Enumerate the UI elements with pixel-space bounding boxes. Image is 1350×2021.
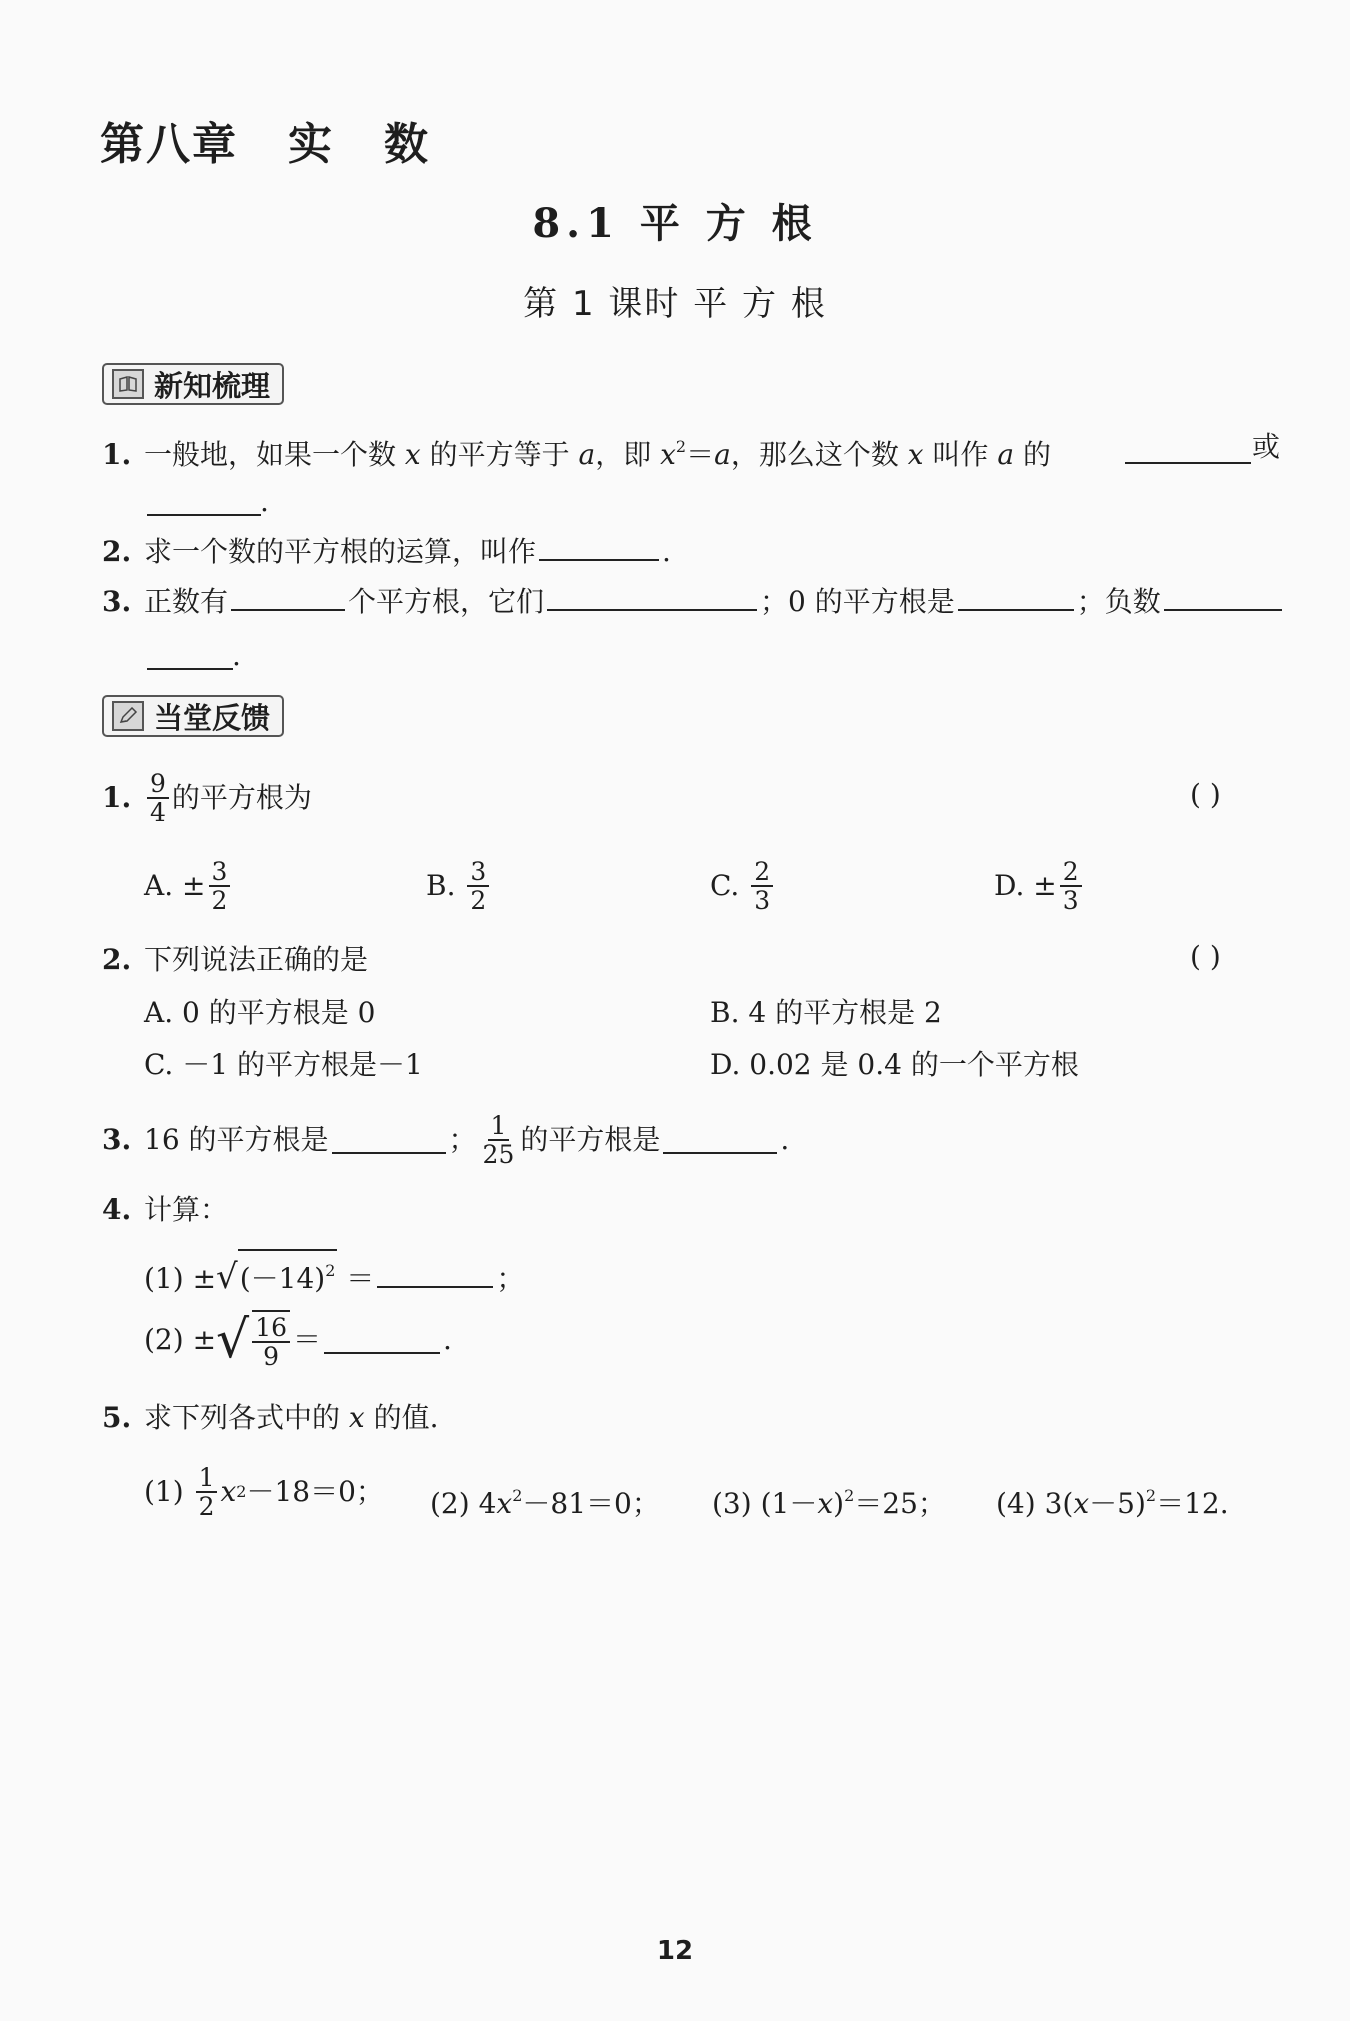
chapter-number: 第八章	[100, 119, 238, 170]
text: 计算：	[144, 1193, 229, 1226]
text: 的值.	[364, 1401, 439, 1434]
q-number: 2.	[102, 943, 132, 976]
option-d[interactable]	[994, 858, 1085, 914]
sign: ±	[192, 1262, 217, 1295]
var-a: a	[578, 438, 596, 471]
option-a[interactable]	[144, 858, 233, 914]
text: ，即	[595, 438, 661, 471]
part-label: (1)	[144, 1475, 184, 1508]
option-label: A.	[144, 869, 174, 902]
answer-blank[interactable]	[1164, 583, 1282, 611]
q-number: 5.	[102, 1401, 132, 1434]
var-x: x	[817, 1487, 834, 1520]
answer-blank[interactable]	[377, 1260, 493, 1288]
q-number: 4.	[102, 1193, 132, 1226]
denominator: 9	[263, 1342, 280, 1371]
chapter-word-2: 数	[384, 119, 430, 170]
var-x: x	[404, 438, 421, 471]
chapter-title	[100, 108, 430, 172]
text: .	[260, 485, 269, 518]
text: ＝25；	[854, 1487, 946, 1520]
text: (1－	[760, 1487, 818, 1520]
fraction	[252, 1310, 290, 1370]
numerator: 3	[209, 858, 231, 887]
text: 或	[1252, 430, 1281, 463]
numerator: 2	[751, 858, 773, 887]
feedback-q5-part4: (4) $3(x-5)^2=12$.	[996, 1486, 1229, 1520]
fraction	[751, 858, 773, 914]
answer-blank[interactable]	[231, 583, 345, 611]
text: ；负数	[1076, 585, 1161, 618]
text: 叫作	[923, 438, 998, 471]
text: 的	[1014, 438, 1051, 471]
text: 的平方根为	[171, 781, 312, 814]
book-icon	[112, 369, 144, 399]
sign: ±	[192, 1323, 217, 1356]
answer-paren[interactable]: ( )	[1190, 940, 1221, 973]
pencil-icon	[112, 701, 144, 731]
answer-blank[interactable]	[663, 1126, 777, 1154]
text: －5)	[1089, 1487, 1146, 1520]
part-label: (4)	[996, 1487, 1036, 1520]
text: .	[443, 1323, 452, 1356]
option-label: D.	[994, 869, 1025, 902]
denominator: 2	[211, 886, 228, 915]
numerator: 3	[467, 858, 489, 887]
var-x: x	[907, 438, 924, 471]
text: ，那么这个数	[730, 438, 908, 471]
option-b[interactable]	[426, 858, 492, 914]
sign: ±	[1033, 869, 1057, 902]
text: ；	[448, 1123, 477, 1156]
fraction	[1060, 858, 1082, 914]
text: ＝	[293, 1323, 322, 1356]
feedback-q5-part3: (3) $(1-x)^2=25$；	[712, 1486, 946, 1520]
option-a[interactable]: A. 0 的平方根是 0	[144, 996, 376, 1029]
answer-blank[interactable]	[1125, 436, 1251, 464]
section-title: 8.1 平 方 根	[532, 200, 818, 247]
q-number: 2.	[102, 535, 132, 568]
text: .	[232, 639, 241, 672]
denominator: 3	[1062, 886, 1079, 915]
chapter-word-1: 实	[288, 119, 334, 170]
fraction	[467, 858, 489, 914]
denominator: 2	[198, 1492, 215, 1521]
option-c[interactable]	[710, 858, 776, 914]
feedback-q4-part2	[144, 1310, 452, 1370]
text: .	[780, 1123, 790, 1156]
option-label: C.	[710, 869, 740, 902]
option-c[interactable]: C. －1 的平方根是－1	[144, 1048, 423, 1081]
answer-blank[interactable]	[332, 1126, 446, 1154]
fraction	[480, 1112, 518, 1168]
numerator: 9	[147, 770, 169, 799]
denominator: 4	[150, 798, 166, 827]
text: ＝	[686, 438, 715, 471]
q-number: 1.	[102, 781, 132, 814]
text: 一般地，如果一个数	[144, 438, 405, 471]
feedback-q4-part1	[144, 1249, 524, 1299]
sign: ±	[182, 869, 206, 902]
feedback-q5-part2: (2) $4x^2-81=0$；	[430, 1486, 660, 1520]
var-x: x	[348, 1401, 365, 1434]
q-number: 3.	[102, 1123, 132, 1156]
text: －18＝0；	[246, 1475, 384, 1508]
feedback-tag-label: 当堂反馈	[154, 700, 271, 735]
var-x: x	[220, 1475, 237, 1508]
feedback-q4	[102, 1190, 228, 1230]
answer-blank[interactable]	[958, 583, 1074, 611]
numerator: 2	[1060, 858, 1082, 887]
page-number: 12	[656, 1936, 694, 1966]
fraction	[209, 858, 231, 914]
var-x: x	[660, 438, 676, 471]
numerator: 16	[252, 1314, 290, 1343]
part-label: (1)	[144, 1262, 184, 1295]
text: (－14)	[239, 1262, 326, 1295]
var-x: x	[496, 1487, 513, 1520]
text: ；0 的平方根是	[760, 585, 955, 618]
review-q1: 1. 一般地，如果一个数 x 的平方等于 a，即 $x^2=a$，那么这个数 x 叫作 a 的	[102, 427, 1051, 475]
text: 4	[478, 1487, 497, 1520]
answer-blank[interactable]	[539, 533, 659, 561]
q-number: 1.	[102, 438, 132, 471]
text: 16 的平方根是	[144, 1123, 329, 1156]
answer-blank[interactable]	[147, 642, 233, 670]
answer-blank[interactable]	[324, 1326, 440, 1354]
option-b[interactable]: B. 4 的平方根是 2	[710, 996, 942, 1029]
denominator: 2	[470, 886, 487, 915]
text: 3(	[1044, 1487, 1074, 1520]
denominator: 3	[754, 886, 771, 915]
part-label: (3)	[712, 1487, 752, 1520]
text: ＝12.	[1156, 1487, 1229, 1520]
text: －81＝0；	[522, 1487, 660, 1520]
var-a: a	[714, 438, 731, 471]
review-tag-label: 新知梳理	[154, 368, 271, 403]
text: 下列说法正确的是	[144, 943, 369, 976]
text: ；	[496, 1262, 525, 1295]
option-label: B.	[426, 869, 456, 902]
numerator: 1	[488, 1112, 510, 1141]
option-d[interactable]: D. 0.02 是 0.4 的一个平方根	[710, 1048, 1079, 1081]
review-section-tag	[102, 363, 284, 405]
feedback-q5	[102, 1398, 439, 1438]
radical-sign: √	[216, 1257, 238, 1297]
text: 的平方等于	[420, 438, 579, 471]
answer-paren[interactable]: ( )	[1190, 778, 1221, 811]
text: 求下列各式中的	[144, 1401, 349, 1434]
review-q2	[102, 532, 671, 572]
feedback-q5-part1: (1) $\frac{1}{2}$ x 2 －18＝0；	[144, 1463, 384, 1521]
exponent: 2	[325, 1261, 336, 1280]
denominator: 25	[482, 1140, 515, 1169]
var-a: a	[997, 438, 1015, 471]
feedback-q1	[102, 770, 312, 826]
text: 个平方根，它们	[348, 585, 545, 618]
lesson-title: 第 1 课时 平 方 根	[523, 284, 827, 324]
var-x: x	[1073, 1487, 1090, 1520]
text: .	[662, 535, 671, 568]
radicand	[238, 1249, 338, 1299]
fraction	[147, 770, 169, 826]
text: 求一个数的平方根的运算，叫作	[144, 535, 537, 568]
text: 的平方根是	[520, 1123, 661, 1156]
numerator: 1	[196, 1464, 218, 1493]
radical-sign: √	[216, 1310, 250, 1370]
text: )	[833, 1487, 845, 1520]
feedback-q3	[102, 1112, 789, 1168]
q-number: 3.	[102, 585, 132, 618]
feedback-q2	[102, 940, 368, 980]
part-label: (2)	[144, 1323, 184, 1356]
feedback-section-tag	[102, 695, 284, 737]
text: ＝	[346, 1262, 375, 1295]
review-q3	[102, 582, 1285, 622]
text: 正数有	[144, 585, 229, 618]
part-label: (2)	[430, 1487, 470, 1520]
answer-blank[interactable]	[547, 583, 757, 611]
answer-blank[interactable]	[147, 488, 261, 516]
fraction	[196, 1464, 218, 1520]
